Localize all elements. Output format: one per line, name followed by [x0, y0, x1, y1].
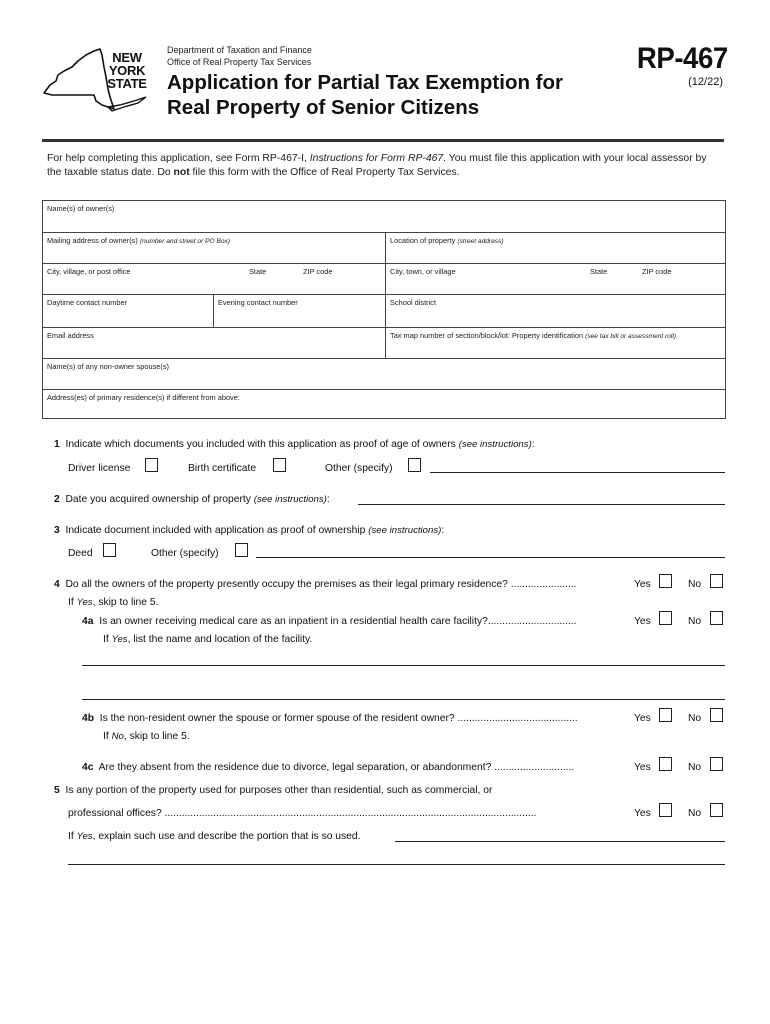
tax-map-field[interactable] — [385, 328, 727, 358]
tax-map-label: Tax map number of section/block/lot: Property identification — [390, 331, 584, 340]
question-3-text: Indicate document included with application as proof of ownership — [65, 525, 366, 536]
help-part-2: . You must file this application with your local assessor by the taxable status date. Do — [47, 153, 707, 178]
mailing-address-hint: (number and street or PO Box) — [139, 238, 230, 245]
q4-instruction-yes: Yes — [76, 597, 93, 608]
question-3-number: 3 — [54, 525, 60, 536]
question-2 — [54, 494, 330, 505]
other-ownership-input[interactable] — [256, 557, 725, 558]
help-text — [47, 152, 722, 180]
question-1-colon: : — [531, 439, 535, 450]
question-5-text-line-1: Is any portion of the property used for purposes other than residential, such as commercial, or — [65, 785, 493, 796]
property-city-field[interactable] — [385, 264, 727, 294]
q4c-no-checkbox[interactable] — [710, 757, 723, 771]
other-ownership-checkbox[interactable] — [235, 543, 248, 557]
other-age-proof-checkbox[interactable] — [408, 458, 421, 472]
question-5-text-line-2: professional offices? .................................................................................................................................. — [68, 808, 537, 819]
question-3 — [54, 525, 444, 536]
mailing-city-field[interactable] — [43, 264, 385, 294]
facility-input-line-2[interactable] — [82, 699, 725, 700]
question-4a — [82, 616, 577, 627]
q5-instruction-pre: If — [68, 831, 77, 842]
spouse-names-label: Name(s) of any non-owner spouse(s) — [47, 362, 169, 371]
owners-name-label: Name(s) of owner(s) — [47, 204, 115, 213]
q4b-yes-checkbox[interactable] — [659, 708, 672, 722]
question-5-number: 5 — [54, 785, 60, 796]
q5-no-label: No — [688, 808, 702, 819]
explain-use-input-line-2[interactable] — [68, 864, 725, 865]
property-city-label: City, town, or village — [390, 267, 456, 276]
question-2-number: 2 — [54, 494, 60, 505]
property-location-hint: (street address) — [457, 238, 504, 245]
question-3-hint: (see instructions) — [368, 525, 442, 536]
q4a-no-label: No — [688, 616, 702, 627]
question-4-instruction — [68, 597, 158, 608]
question-2-colon: : — [326, 494, 330, 505]
question-2-hint: (see instructions) — [253, 494, 327, 505]
q4-instruction-post: , skip to line 5. — [92, 597, 159, 608]
logo-word-new: NEW — [112, 50, 142, 65]
q4b-instruction-post: , skip to line 5. — [123, 731, 190, 742]
q5-no-checkbox[interactable] — [710, 803, 723, 817]
form-revision: (12/22) — [688, 76, 723, 88]
q4b-instruction-no: No — [111, 731, 124, 742]
q5-instruction-yes: Yes — [76, 831, 93, 842]
q4a-instruction-yes: Yes — [111, 634, 128, 645]
property-zip-label: ZIP code — [642, 267, 672, 276]
primary-residence-label: Address(es) of primary residence(s) if different from above: — [47, 393, 240, 402]
q5-yes-checkbox[interactable] — [659, 803, 672, 817]
explain-use-input-line-1[interactable] — [395, 841, 725, 842]
logo-word-state: STATE — [107, 76, 147, 91]
q4b-instruction-pre: If — [103, 731, 112, 742]
mailing-address-label: Mailing address of owner(s) — [47, 236, 138, 245]
spouse-names-field[interactable] — [43, 358, 725, 389]
driver-license-checkbox[interactable] — [145, 458, 158, 472]
question-4b-text: Is the non-resident owner the spouse or former spouse of the resident owner? .......................................... — [99, 713, 578, 724]
title-line-2: Real Property of Senior Citizens — [167, 96, 480, 119]
tax-map-hint: (see tax bill or assessment roll) — [585, 333, 677, 340]
question-1-number: 1 — [54, 439, 60, 450]
question-4a-text: Is an owner receiving medical care as an inpatient in a residential health care facility?............................... — [99, 616, 577, 627]
email-field[interactable] — [43, 328, 385, 358]
q4-no-label: No — [688, 579, 702, 590]
header-divider — [42, 139, 724, 142]
question-4c-text: Are they absent from the residence due to divorce, legal separation, or abandonment? ............................ — [98, 762, 575, 773]
q4b-yes-label: Yes — [634, 713, 651, 724]
title-line-1: Application for Partial Tax Exemption for — [167, 71, 564, 94]
other-age-proof-input[interactable] — [430, 472, 725, 473]
option-other-ownership-label: Other (specify) — [151, 548, 219, 559]
nys-logo — [42, 45, 157, 115]
q5-instruction-post: , explain such use and describe the portion that is so used. — [92, 831, 361, 842]
email-row — [43, 327, 725, 358]
email-label: Email address — [47, 331, 94, 340]
birth-certificate-checkbox[interactable] — [273, 458, 286, 472]
q4a-yes-checkbox[interactable] — [659, 611, 672, 625]
owner-info-table — [42, 200, 726, 419]
page-title — [167, 70, 627, 120]
question-4a-instruction — [103, 634, 312, 645]
owners-name-field[interactable] — [43, 201, 725, 232]
q4a-instruction-post: , list the name and location of the facility. — [127, 634, 313, 645]
question-4 — [54, 579, 577, 590]
question-5 — [54, 785, 492, 796]
question-4b-instruction — [103, 731, 190, 742]
mailing-zip-label: ZIP code — [303, 267, 333, 276]
question-3-colon: : — [441, 525, 445, 536]
q4a-no-checkbox[interactable] — [710, 611, 723, 625]
q4a-instruction-pre: If — [103, 634, 112, 645]
logo-word-york: YORK — [108, 63, 146, 78]
daytime-phone-field[interactable] — [43, 295, 213, 327]
help-emphasis: not — [173, 167, 190, 178]
contact-row — [43, 294, 725, 327]
q5-yes-label: Yes — [634, 808, 651, 819]
q4c-yes-checkbox[interactable] — [659, 757, 672, 771]
q4-no-checkbox[interactable] — [710, 574, 723, 588]
question-4-number: 4 — [54, 579, 60, 590]
q4c-yes-label: Yes — [634, 762, 651, 773]
q4-instruction-pre: If — [68, 597, 77, 608]
property-location-field[interactable] — [385, 233, 727, 263]
question-4a-number: 4a — [82, 616, 94, 627]
evening-phone-field[interactable] — [213, 295, 385, 327]
question-1-hint: (see instructions) — [458, 439, 532, 450]
option-driver-license-label: Driver license — [68, 463, 131, 474]
q4-yes-checkbox[interactable] — [659, 574, 672, 588]
address-row — [43, 232, 725, 263]
q4b-no-label: No — [688, 713, 702, 724]
mailing-address-field[interactable] — [43, 233, 385, 263]
property-location-label: Location of property — [390, 236, 456, 245]
property-state-label: State — [590, 267, 608, 276]
question-2-text: Date you acquired ownership of property — [65, 494, 251, 505]
mailing-state-label: State — [249, 267, 267, 276]
daytime-phone-label: Daytime contact number — [47, 298, 128, 307]
school-district-label: School district — [390, 298, 437, 307]
option-other-age-label: Other (specify) — [325, 463, 393, 474]
question-1-text: Indicate which documents you included with this application as proof of age of owners — [65, 439, 456, 450]
question-4b-number: 4b — [82, 713, 95, 724]
ownership-date-input[interactable] — [358, 504, 725, 505]
question-4c — [82, 762, 574, 773]
q4c-no-label: No — [688, 762, 702, 773]
department-name: Department of Taxation and Finance — [167, 45, 312, 55]
question-5-instruction — [68, 831, 361, 842]
q4-yes-label: Yes — [634, 579, 651, 590]
primary-residence-field[interactable] — [43, 389, 725, 420]
question-4-text: Do all the owners of the property presently occupy the premises as their legal primary residence? ....................... — [65, 579, 577, 590]
option-deed-label: Deed — [68, 548, 93, 559]
help-instructions-title: Instructions for Form RP-467 — [309, 153, 444, 164]
facility-input-line-1[interactable] — [82, 665, 725, 666]
office-name: Office of Real Property Tax Services — [167, 57, 312, 67]
help-part-3: file this form with the Office of Real Property Tax Services. — [189, 167, 460, 178]
question-4b — [82, 713, 578, 724]
mailing-city-label: City, village, or post office — [47, 267, 131, 276]
city-row — [43, 263, 725, 294]
q4b-no-checkbox[interactable] — [710, 708, 723, 722]
evening-phone-label: Evening contact number — [218, 298, 298, 307]
question-1 — [54, 439, 535, 450]
deed-checkbox[interactable] — [103, 543, 116, 557]
help-part-1: For help completing this application, see Form RP-467-I, — [47, 153, 310, 164]
question-4c-number: 4c — [82, 762, 94, 773]
form-number: RP-467 — [637, 42, 728, 75]
option-birth-certificate-label: Birth certificate — [188, 463, 257, 474]
q4a-yes-label: Yes — [634, 616, 651, 627]
school-district-field[interactable] — [385, 295, 727, 327]
